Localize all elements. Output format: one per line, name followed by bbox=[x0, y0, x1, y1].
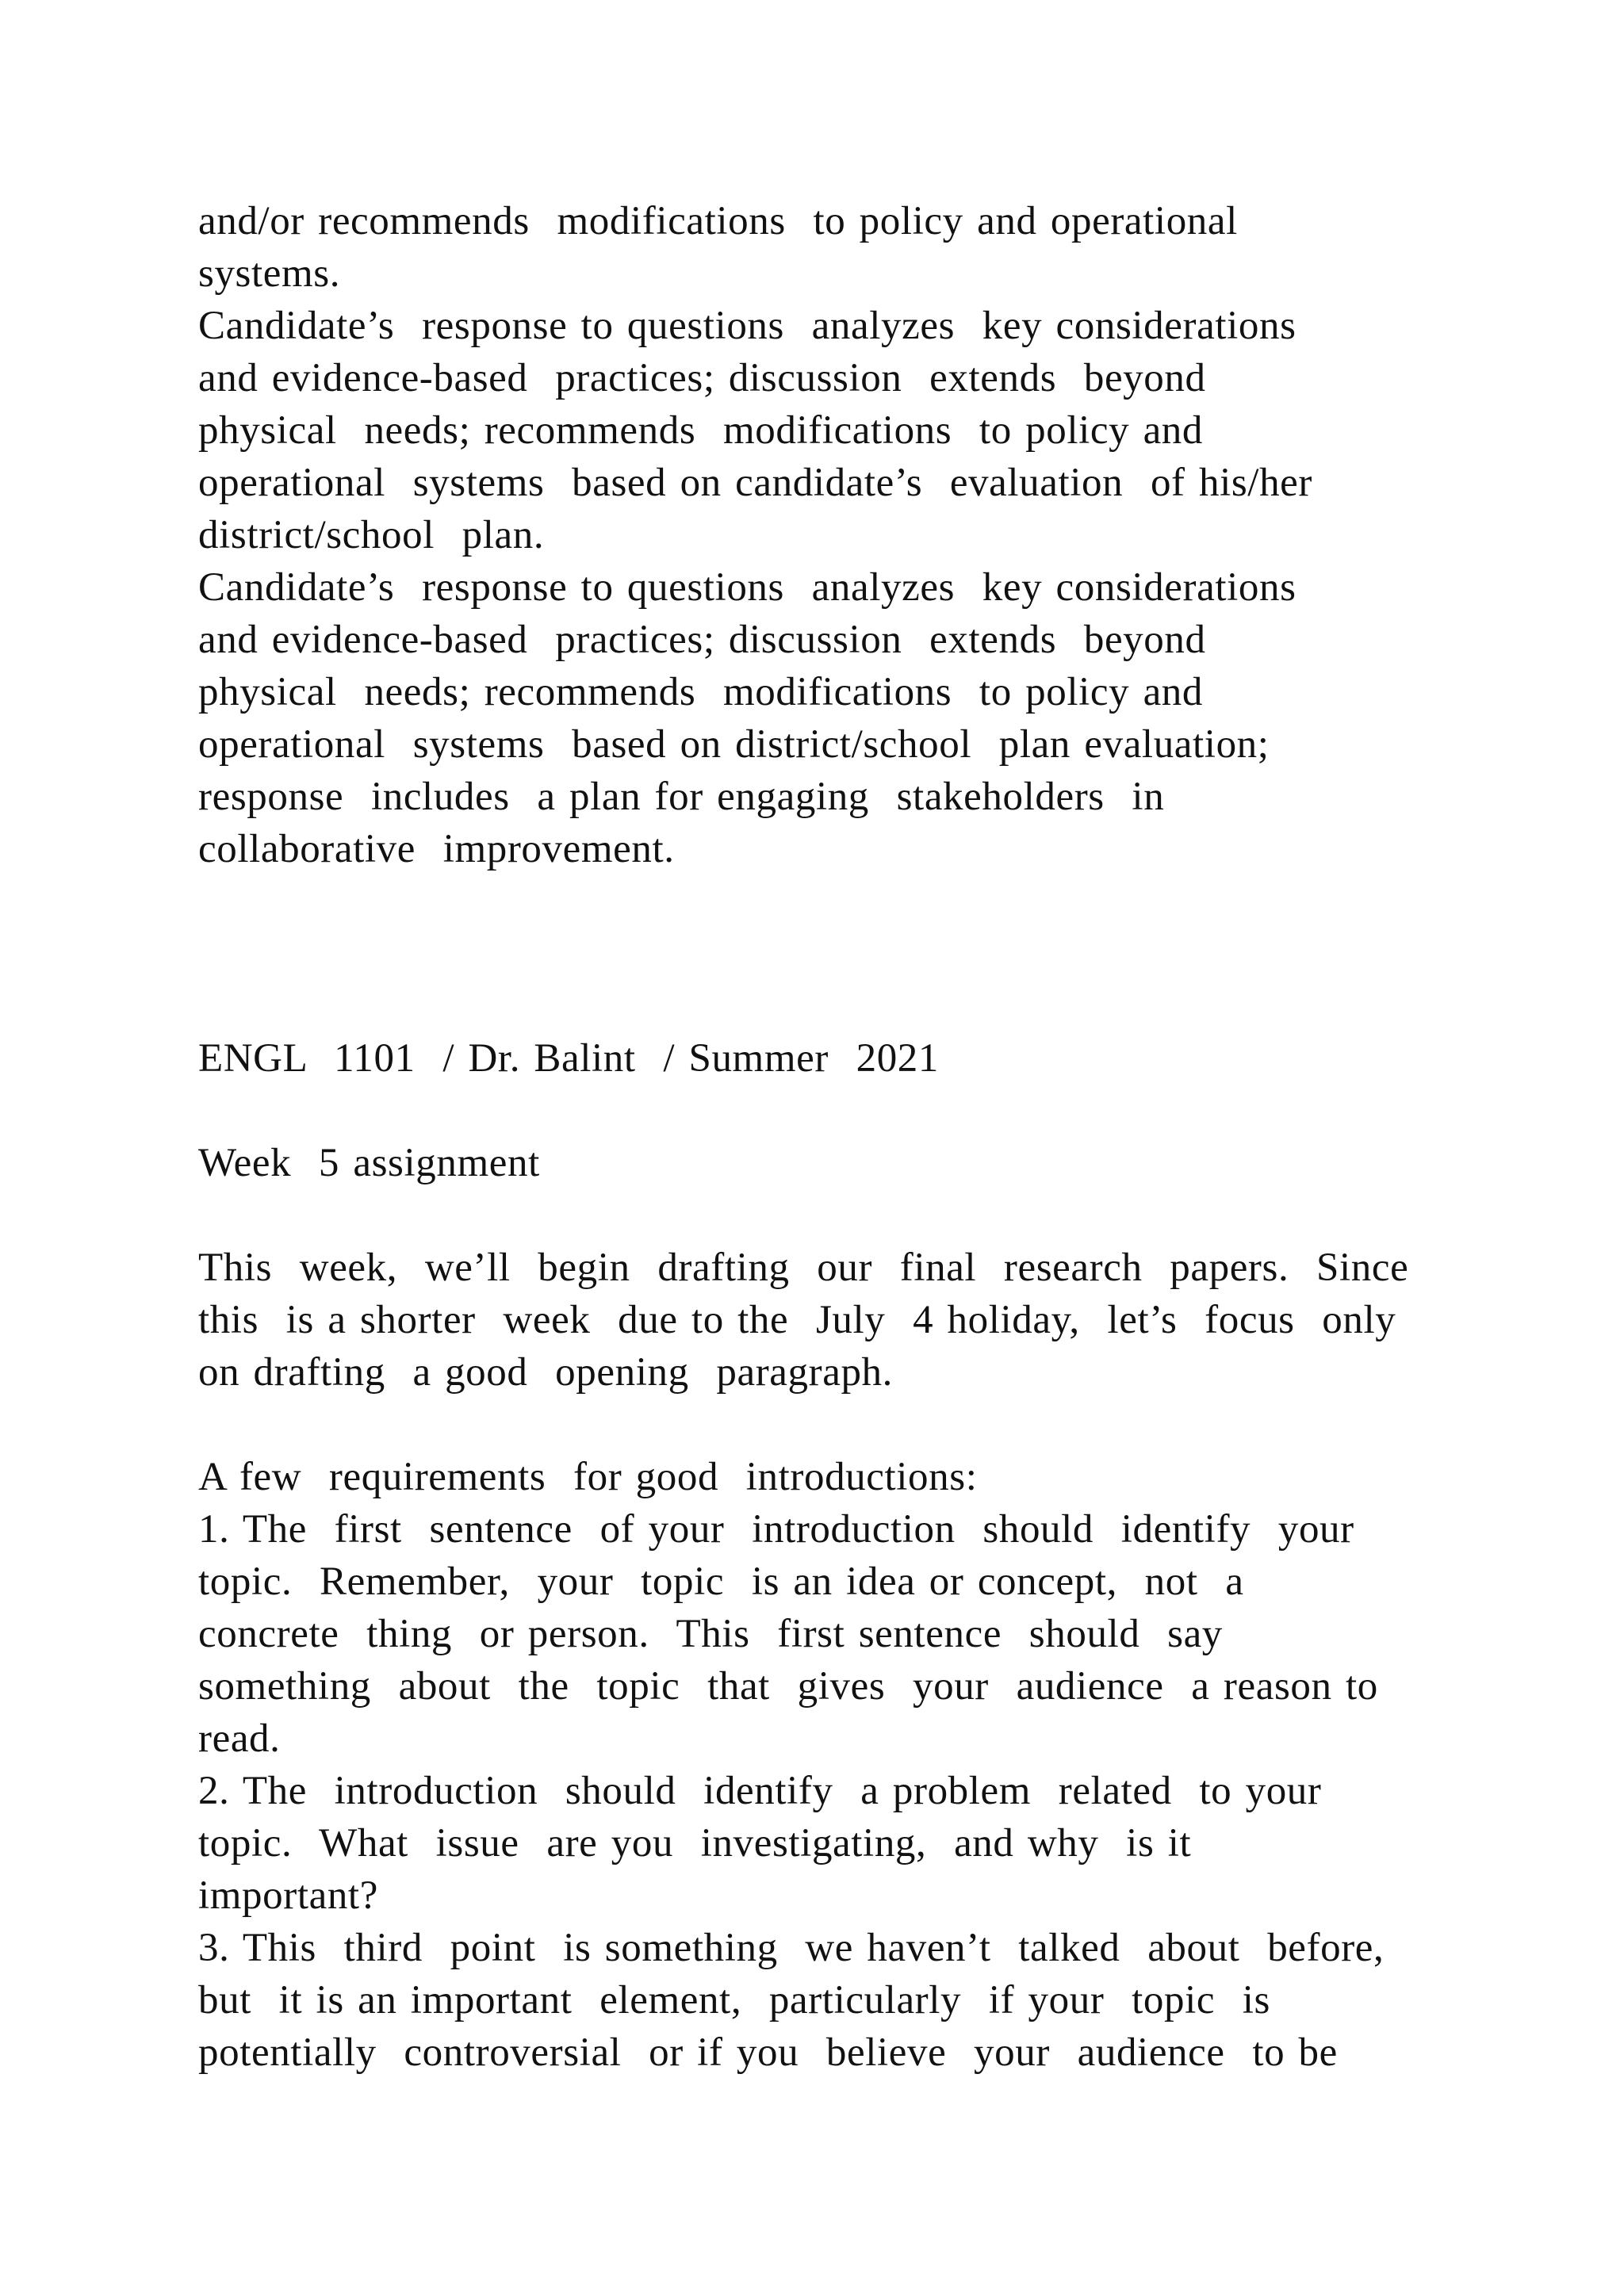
text-line: important? bbox=[198, 1873, 378, 1918]
text-line: Candidate’s response to questions analyzes key considerations bbox=[198, 565, 1297, 610]
text-line: Candidate’s response to questions analyzes key considerations bbox=[198, 304, 1297, 348]
course-header: ENGL 1101 / Dr. Balint / Summer 2021 bbox=[198, 1036, 940, 1081]
text-line: something about the topic that gives your audience a reason to bbox=[198, 1664, 1378, 1709]
list-item: 2. The introduction should identify a problem related to your bbox=[198, 1769, 1322, 1813]
text-line: but it is an important element, particularly if your topic is bbox=[198, 1978, 1271, 2022]
text-line: physical needs; recommends modifications to policy and bbox=[198, 670, 1204, 714]
text-line: potentially controversial or if you believe your audience to be bbox=[198, 2030, 1338, 2075]
text-line: This week, we’ll begin drafting our final research papers. Since bbox=[198, 1246, 1409, 1290]
text-line: and/or recommends modifications to policy and operational bbox=[198, 199, 1238, 243]
text-line: concrete thing or person. This first sentence should say bbox=[198, 1612, 1223, 1656]
text-line: this is a shorter week due to the July 4 holiday, let’s focus only bbox=[198, 1298, 1396, 1342]
text-line: read. bbox=[198, 1716, 281, 1761]
text-line: district/school plan. bbox=[198, 513, 545, 557]
text-line: operational systems based on candidate’s evaluation of his/her bbox=[198, 461, 1312, 505]
text-line: physical needs; recommends modifications to policy and bbox=[198, 408, 1204, 453]
text-line: and evidence-based practices; discussion extends beyond bbox=[198, 356, 1206, 400]
text-line: response includes a plan for engaging stakeholders in bbox=[198, 775, 1165, 819]
text-line: and evidence-based practices; discussion extends beyond bbox=[198, 618, 1206, 662]
list-item: 3. This third point is something we haven’t talked about before, bbox=[198, 1926, 1385, 1970]
text-line: topic. What issue are you investigating, and why is it bbox=[198, 1821, 1192, 1866]
assignment-title: Week 5 assignment bbox=[198, 1141, 540, 1185]
list-item: 1. The first sentence of your introduction should identify your bbox=[198, 1507, 1354, 1552]
text-line: systems. bbox=[198, 251, 341, 296]
text-line: on drafting a good opening paragraph. bbox=[198, 1350, 894, 1395]
text-line: A few requirements for good introductions: bbox=[198, 1455, 978, 1499]
text-line: collaborative improvement. bbox=[198, 827, 675, 871]
text-line: operational systems based on district/school plan evaluation; bbox=[198, 722, 1270, 767]
text-line: topic. Remember, your topic is an idea or concept, not a bbox=[198, 1559, 1244, 1604]
